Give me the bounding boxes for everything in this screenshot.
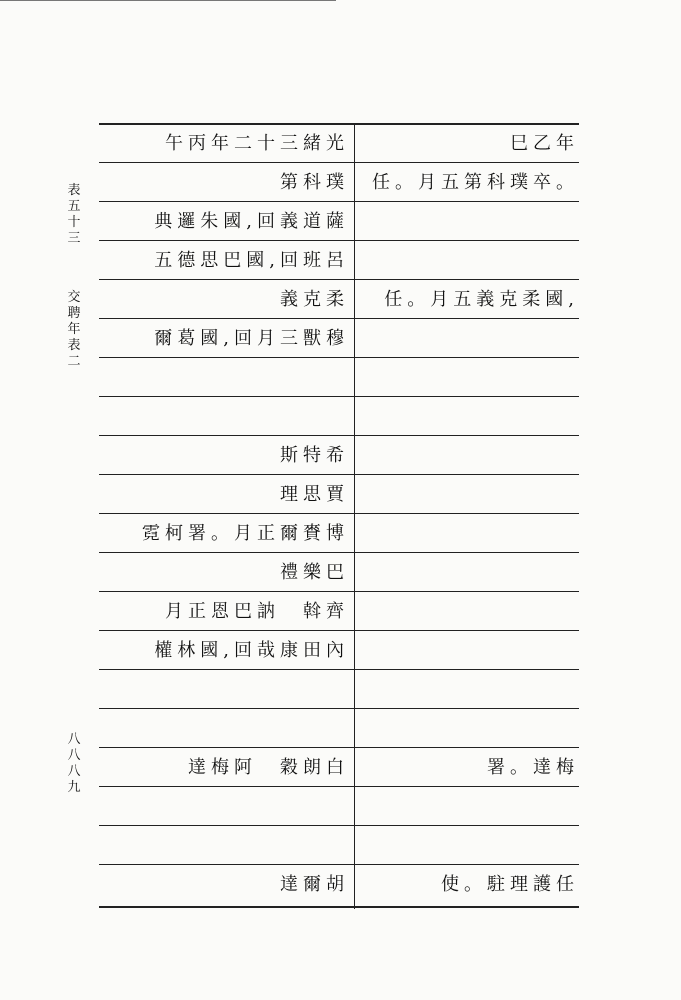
row-rule (99, 123, 579, 125)
row-rule (99, 240, 579, 241)
left-cell: 典邏朱國,回義道薩 (154, 211, 349, 232)
row-rule (99, 162, 579, 163)
right-cell: 任。月五第科璞卒。 (372, 172, 579, 193)
top-edge-line (0, 0, 336, 1)
row-rule (99, 318, 579, 319)
row-rule (99, 357, 579, 358)
right-cell (361, 555, 579, 591)
row-rule (99, 396, 579, 397)
right-cell (361, 399, 579, 435)
right-cell (361, 243, 579, 279)
row-rule (99, 630, 579, 631)
left-cell (99, 828, 349, 864)
right-cell: 使。駐理護任 (441, 874, 579, 895)
left-cell: 午丙年二十三緒光 (165, 133, 349, 154)
row-rule (99, 201, 579, 202)
right-cell (361, 711, 579, 747)
right-cell (361, 360, 579, 396)
left-cell: 爾葛國,回月三獸穆 (154, 328, 349, 349)
right-cell: 署。達梅 (487, 757, 579, 778)
row-rule (99, 786, 579, 787)
left-cell (99, 711, 349, 747)
row-rule (99, 435, 579, 436)
left-cell: 達梅阿 穀朗白 (188, 757, 349, 778)
left-cell: 權林國,回哉康田內 (154, 640, 349, 661)
left-cell: 斯特希 (280, 445, 349, 466)
left-cell: 理思賈 (280, 484, 349, 505)
right-cell (361, 516, 579, 552)
row-rule (99, 864, 579, 865)
left-cell: 義克柔 (280, 289, 349, 310)
left-cell: 霓柯署。月正爾賚博 (142, 523, 349, 544)
left-cell: 禮樂巴 (280, 562, 349, 583)
row-rule (99, 591, 579, 592)
left-cell: 第科璞 (280, 172, 349, 193)
right-cell: 巳乙年 (510, 133, 579, 154)
row-rule (99, 747, 579, 748)
row-rule (99, 279, 579, 280)
row-rule (99, 474, 579, 475)
right-cell (361, 672, 579, 708)
right-cell (361, 633, 579, 669)
sidebar-table-title: 交聘年表二 (67, 290, 81, 369)
left-cell (99, 360, 349, 396)
sidebar-section-label: 表五十三 (67, 183, 81, 246)
left-cell: 月正恩巴訥 斡齊 (165, 601, 349, 622)
row-rule (99, 669, 579, 670)
row-rule (99, 513, 579, 514)
row-rule (99, 825, 579, 826)
right-cell (361, 594, 579, 630)
right-cell: 任。月五義克柔國, (384, 289, 579, 310)
left-cell (99, 672, 349, 708)
left-cell (99, 399, 349, 435)
right-cell (361, 477, 579, 513)
chronology-table (99, 123, 579, 909)
right-cell (361, 438, 579, 474)
row-rule (99, 708, 579, 709)
row-rule (99, 552, 579, 553)
left-cell (99, 789, 349, 825)
right-cell (361, 828, 579, 864)
right-cell (361, 204, 579, 240)
right-cell (361, 789, 579, 825)
left-cell: 五德思巴國,回班呂 (154, 250, 349, 271)
right-cell (361, 321, 579, 357)
page-number: 八八八九 (67, 732, 81, 795)
row-rule (99, 906, 579, 908)
left-cell: 達爾胡 (280, 874, 349, 895)
